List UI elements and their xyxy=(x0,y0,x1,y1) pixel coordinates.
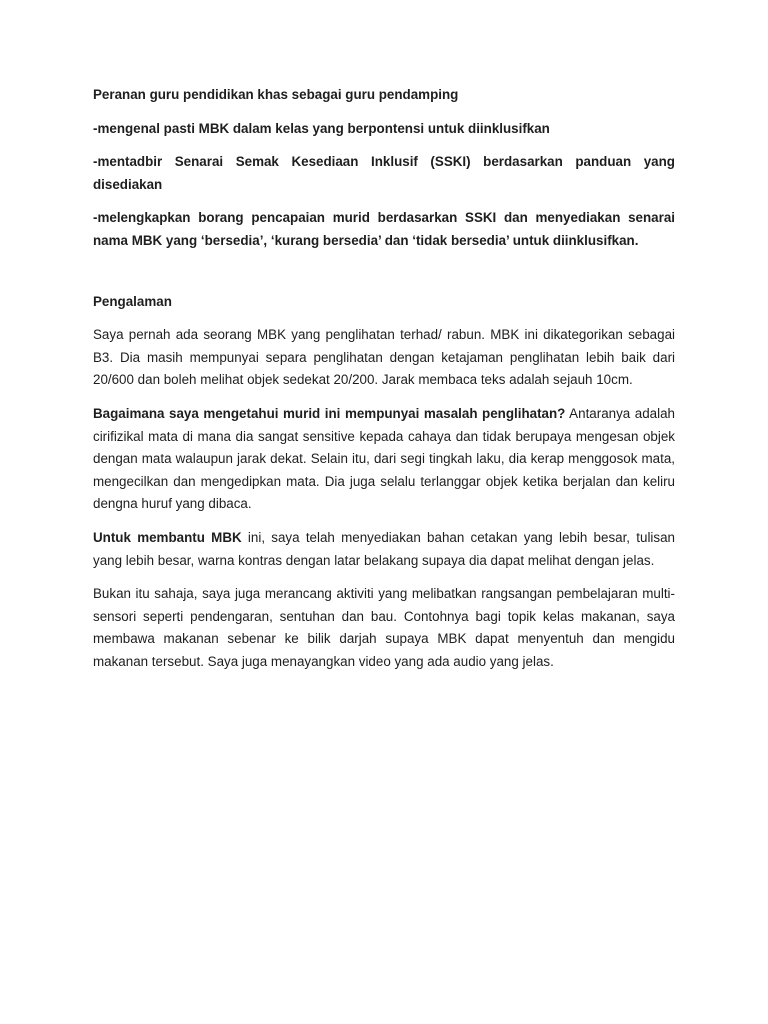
paragraph-3-lead: Untuk membantu MBK xyxy=(93,529,242,545)
section-spacer xyxy=(93,264,675,291)
role-item-1: -mengenal pasti MBK dalam kelas yang berpontensi untuk diinklusifkan xyxy=(93,120,550,136)
paragraph-2-body: Antaranya adalah cirifizikal mata di mana dia sangat sensitive kepada cahaya dan tidak berupaya mengesan objek dengan mata walaupun jarak dekat. Selain itu, dari segi tingkah laku, dia kerap menggosok mata, mengecilkan dan mengedipkan mata. Dia juga selalu terlanggar objek ketika berjalan dan keliru dengna huruf yang dibaca. xyxy=(93,405,675,512)
experience-paragraph-2 xyxy=(93,403,675,516)
experience-heading: Pengalaman xyxy=(93,293,172,309)
document-page xyxy=(93,84,675,684)
role-item-3: -melengkapkan borang pencapaian murid berdasarkan SSKI dan menyediakan senarai nama MBK yang ‘bersedia’, ‘kurang bersedia’ dan ‘tidak bersedia’ untuk diinklusifkan. xyxy=(93,210,675,248)
document-title: Peranan guru pendidikan khas sebagai guru pendamping xyxy=(93,87,459,102)
experience-paragraph-4: Bukan itu sahaja, saya juga merancang aktiviti yang melibatkan rangsangan pembelajaran multi-sensori seperti pendengaran, sentuhan dan bau. Contohnya bagi topik kelas makanan, saya membawa makanan sebenar ke bilik darjah supaya MBK dapat menyentuh dan mengidu makanan tersebut. Saya juga menayangkan video yang ada audio yang jelas. xyxy=(93,586,675,669)
paragraph-2-question: Bagaimana saya mengetahui murid ini mempunyai masalah penglihatan? xyxy=(93,405,566,421)
paragraph-3-body: ini, saya telah menyediakan bahan cetakan yang lebih besar, tulisan yang lebih besar, warna kontras dengan latar belakang supaya dia dapat melihat dengan jelas. xyxy=(93,529,675,568)
experience-paragraph-1: Saya pernah ada seorang MBK yang penglihatan terhad/ rabun. MBK ini dikategorikan sebagai B3. Dia masih mempunyai separa penglihatan dengan ketajaman penglihatan lebih baik dari 20/600 dan boleh melihat objek sedekat 20/200. Jarak membaca teks adalah sejauh 10cm. xyxy=(93,327,675,388)
experience-paragraph-3 xyxy=(93,527,675,572)
role-item-2: -mentadbir Senarai Semak Kesediaan Inklusif (SSKI) berdasarkan panduan yang disediakan xyxy=(93,154,675,192)
